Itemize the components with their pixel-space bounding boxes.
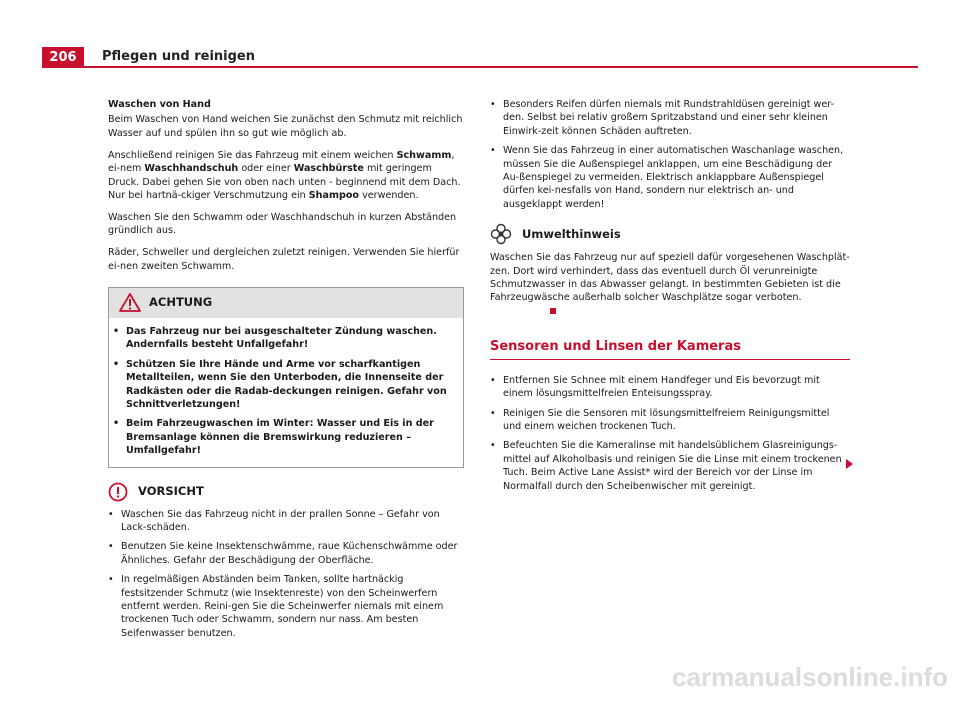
caution-item <box>108 540 464 567</box>
bullet-dot: • <box>113 418 120 430</box>
environment-text-body: Waschen Sie das Fahrzeug nur auf speziell dafür vorgesehenen Waschplät-zen. Dort wird verhindert, dass das eventuell durch Öl verunreinigte Schmutzwasser in das Abwasser gelangt. In bestimmten Gebieten ist die Fahrzeugwäsche außerhalb solcher Waschplätze sogar verboten. <box>490 252 850 304</box>
caution-item <box>108 508 464 535</box>
warning-triangle-icon <box>119 293 141 312</box>
watermark: carmanualsonline.info <box>672 662 948 692</box>
bullet-dot: • <box>490 99 496 110</box>
warning-label: ACHTUNG <box>149 295 213 310</box>
warning-item <box>113 417 459 457</box>
warning-item-text: Beim Fahrzeugwaschen im Winter: Wasser und Eis in der Bremsanlage können die Bremswirkung reduzieren – Umfallgefahr! <box>126 418 434 457</box>
left-column <box>108 98 464 646</box>
warning-item-text: Schützen Sie Ihre Hände und Arme vor scharfkantigen Metallteilen, wenn Sie den Unterboden, die Innenseite der Radkästen oder die Radab-deckungen reinigen. Gefahr von Schnittverletzungen! <box>126 358 447 410</box>
list-item-text: Wenn Sie das Fahrzeug in einer automatischen Waschanlage waschen, müssen Sie die Außenspiegel anklappen, um eine Beschädigung der Au-ßenspiegel zu vermeiden. Elektrisch anklappbare Außenspiegel dürfen kei-nesfalls von Hand, sondern nur elektrisch an- und ausgeklappt werden! <box>503 145 844 210</box>
section-list-item-text: Entfernen Sie Schnee mit einem Handfeger und Eis bevorzugt mit einem lösungsmittelfreien Enteisungsspray. <box>503 374 820 400</box>
bold-term: Waschbürste <box>293 163 364 175</box>
caution-exclamation-icon <box>108 482 128 502</box>
warning-item-text: Das Fahrzeug nur bei ausgeschalteter Zündung waschen. Andernfalls besteht Unfallgefahr! <box>126 325 437 351</box>
bullet-dot: • <box>113 325 120 337</box>
caution-header <box>108 482 464 502</box>
bullet-dot: • <box>113 358 120 370</box>
environment-header <box>490 223 850 245</box>
end-marker-square <box>550 308 556 314</box>
section-list-item-text: Befeuchten Sie die Kameralinse mit handelsüblichem Glasreinigungs-mittel auf Alkoholbasis und reinigen Sie die Linse mit einem trockenen Tuch. Beim Active Lane Assist* wird der Bereich vor der Linse im Normalfall durch den Scheibenwischer mit gereinigt. <box>503 440 842 492</box>
warning-item <box>113 325 459 352</box>
caution-item-text: Waschen Sie das Fahrzeug nicht in der prallen Sonne – Gefahr von Lack-schäden. <box>121 508 440 534</box>
bullet-dot: • <box>108 508 114 520</box>
paragraph-4: Räder, Schweller und dergleichen zuletzt reinigen. Verwenden Sie hierfür ei-nen zweiten Schwamm. <box>108 247 460 272</box>
page-number: 206 <box>42 47 84 68</box>
list-item-text: Besonders Reifen dürfen niemals mit Rundstrahldüsen gereinigt wer-den. Selbst bei relativ großem Spritzabstand und einer sehr kleinen Einwirk-zeit können Schäden auftreten. <box>503 99 835 137</box>
caution-item <box>108 573 464 640</box>
caution-label: VORSICHT <box>138 483 204 498</box>
bold-term: Waschhandschuh <box>144 163 239 175</box>
text-span: oder einer <box>238 163 294 175</box>
warning-item <box>113 358 459 412</box>
text-span: Anschließend reinigen Sie das Fahrzeug mit einem weichen <box>108 149 397 161</box>
list-item <box>490 144 850 211</box>
text-span: , ei-nem <box>108 149 455 175</box>
paragraph-1: Beim Waschen von Hand weichen Sie zunächst den Schmutz mit reichlich Wasser auf und spülen ihn so gut wie möglich ab. <box>108 114 463 139</box>
warning-box <box>108 287 464 468</box>
section-list-item <box>490 407 850 434</box>
caution-item-text: In regelmäßigen Abständen beim Tanken, sollte hartnäckig festsitzender Schmutz (wie Insektenreste) von den Scheinwerfern entfernt werden. Reini-gen Sie die Scheinwerfer niemals mit einem trockenen Tuch oder Schwamm, sondern nur nass. Am besten Seifenwasser benutzen. <box>121 574 444 639</box>
bold-term: Schwamm <box>396 149 452 161</box>
header-rule <box>42 66 918 68</box>
bullet-dot: • <box>108 541 114 553</box>
section-list-item-text: Reinigen Sie die Sensoren mit lösungsmittelfreiem Reinigungsmittel und einem weichen trockenen Tuch. <box>503 407 830 432</box>
caution-item-text: Benutzen Sie keine Insektenschwämme, raue Küchenschwämme oder Ähnliches. Gefahr der Beschädigung der Oberfläche. <box>121 541 458 566</box>
bullet-dot: • <box>490 407 496 419</box>
environment-label: Umwelthinweis <box>522 226 621 241</box>
bullet-dot: • <box>490 374 496 386</box>
text-span: mit geringem Druck. Dabei gehen Sie von oben nach unten - beginnend mit dem Dach. Nur bei hartnä-ckiger Verschmutzung ein <box>108 163 461 201</box>
bullet-dot: • <box>490 440 496 452</box>
section-list-item <box>490 374 850 401</box>
section-title: Sensoren und Linsen der Kameras <box>490 340 850 359</box>
page-header-title: Pflegen und reinigen <box>102 49 255 64</box>
right-column <box>490 98 850 499</box>
warning-header <box>109 288 463 318</box>
bullet-dot: • <box>490 145 496 157</box>
bullet-dot: • <box>108 574 114 586</box>
list-item <box>490 98 850 138</box>
bold-term: Shampoo <box>308 189 360 201</box>
continue-arrow-icon <box>846 459 853 469</box>
paragraph-2 <box>108 149 464 203</box>
warning-body <box>109 318 463 467</box>
environment-flower-icon <box>490 223 512 245</box>
environment-text <box>490 251 850 318</box>
section-list-item <box>490 439 850 493</box>
paragraph-3: Waschen Sie den Schwamm oder Waschhandschuh in kurzen Abständen gründlich aus. <box>108 211 457 237</box>
text-span: verwenden. <box>359 189 419 201</box>
subheading: Waschen von Hand <box>108 99 211 110</box>
